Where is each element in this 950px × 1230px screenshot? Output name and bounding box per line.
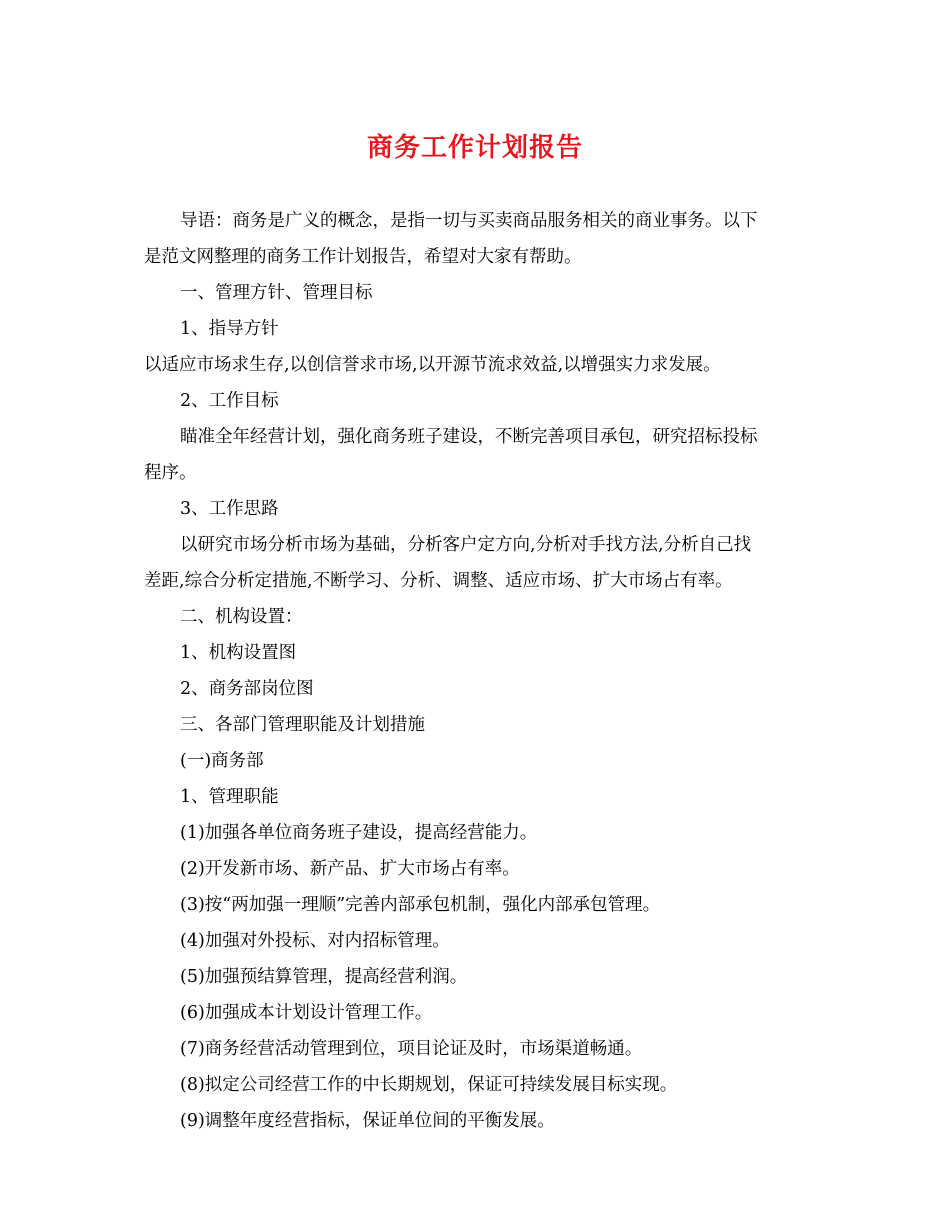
paragraph: 差距,综合分析定措施,不断学习、分析、调整、适应市场、扩大市场占有率。: [144, 571, 733, 591]
paragraph: (一)商务部: [180, 751, 264, 771]
paragraph: 3、工作思路: [180, 499, 279, 519]
paragraph: (2)开发新市场、新产品、扩大市场占有率。: [180, 859, 520, 879]
paragraph: (4)加强对外投标、对内招标管理。: [180, 931, 450, 951]
paragraph: (3)按“两加强一理顺”完善内部承包机制，强化内部承包管理。: [180, 895, 661, 915]
document-body: [144, 203, 808, 1139]
paragraph: 一、管理方针、管理目标: [180, 283, 373, 303]
paragraph: 以适应市场求生存,以创信誉求市场,以开源节流求效益,以增强实力求发展。: [144, 355, 721, 375]
paragraph: (5)加强预结算管理，提高经营利润。: [180, 967, 468, 987]
paragraph: (1)加强各单位商务班子建设，提高经营能力。: [180, 823, 538, 843]
paragraph: 2、工作目标: [180, 391, 279, 411]
paragraph: 导语：商务是广义的概念，是指一切与买卖商品服务相关的商业事务。以下: [180, 211, 758, 231]
paragraph: (7)商务经营活动管理到位，项目论证及时，市场渠道畅通。: [180, 1039, 643, 1059]
document-title: 商务工作计划报告: [366, 133, 583, 163]
paragraph: (8)拟定公司经营工作的中长期规划，保证可持续发展目标实现。: [180, 1075, 678, 1095]
paragraph: 以研究市场分析市场为基础，分析客户定方向,分析对手找方法,分析自己找: [180, 535, 752, 555]
paragraph: 二、机构设置：: [180, 607, 303, 627]
paragraph: 是范文网整理的商务工作计划报告，希望对大家有帮助。: [144, 247, 582, 267]
paragraph: 1、指导方针: [180, 319, 279, 339]
paragraph: 三、各部门管理职能及计划措施: [180, 715, 425, 735]
paragraph: 1、管理职能: [180, 787, 279, 807]
paragraph: 1、机构设置图: [180, 643, 297, 663]
paragraph: 程序。: [144, 463, 197, 483]
paragraph: (6)加强成本计划设计管理工作。: [180, 1003, 433, 1023]
paragraph: 2、商务部岗位图: [180, 679, 314, 699]
paragraph: (9)调整年度经营指标，保证单位间的平衡发展。: [180, 1111, 555, 1131]
paragraph: 瞄准全年经营计划，强化商务班子建设，不断完善项目承包，研究招标投标: [180, 427, 758, 447]
